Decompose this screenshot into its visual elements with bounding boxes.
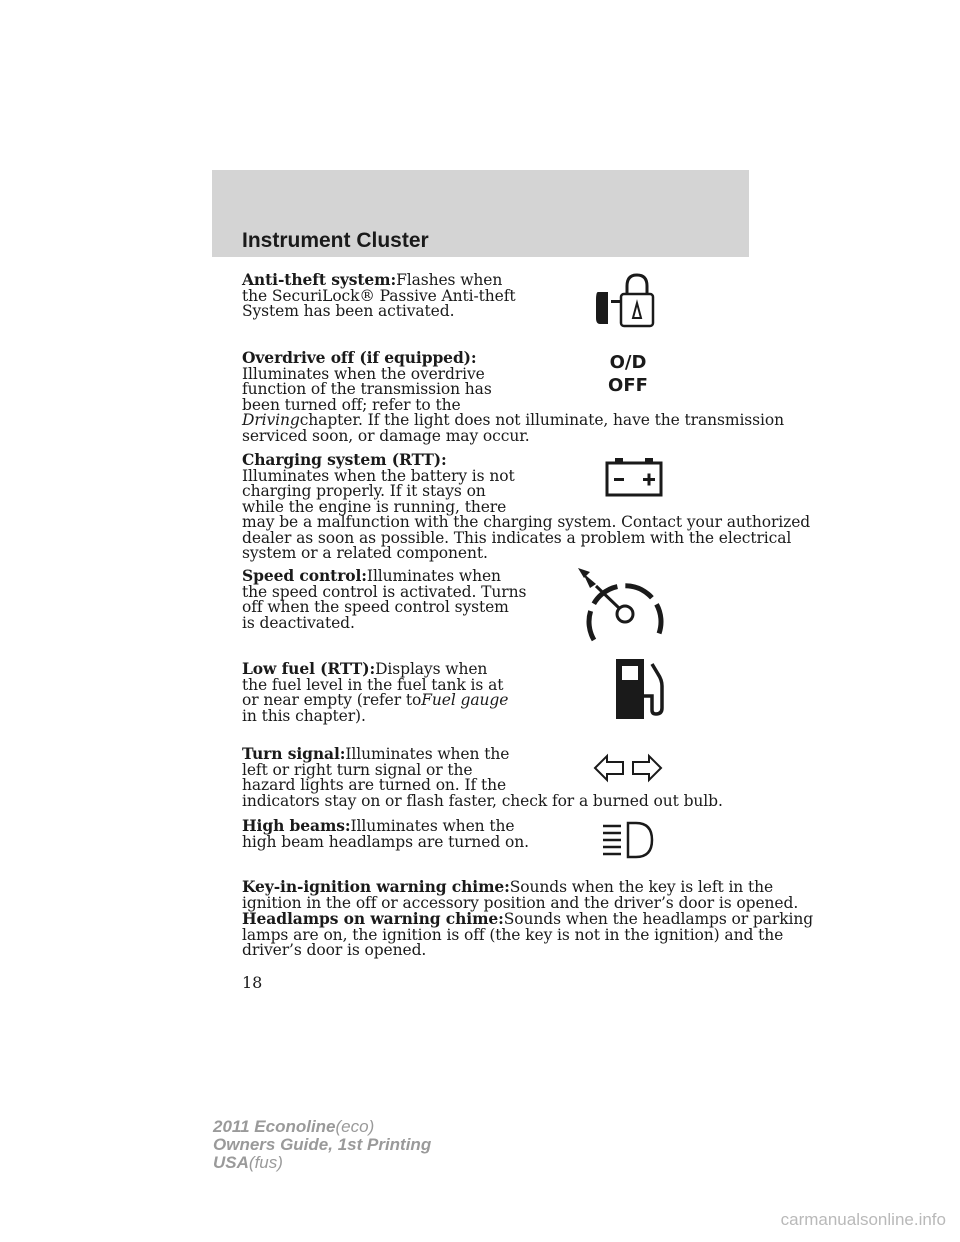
page-number: 18 bbox=[242, 973, 263, 992]
battery-icon bbox=[604, 456, 664, 498]
entry-heading: Key-in-ignition warning chime: bbox=[242, 877, 510, 896]
footer-region: USA bbox=[213, 1153, 249, 1172]
entry-heading: High beams: bbox=[242, 816, 351, 835]
document-footer bbox=[213, 1118, 431, 1172]
turn-signal-entry: Turn signal:Illuminates when the left or right turn signal or the hazard lights are turned on. If the indicators stay on or flash faster, check for a burned out bulb. bbox=[242, 744, 723, 810]
overdrive-off-icon bbox=[598, 350, 658, 396]
entry-heading: Overdrive off (if equipped): bbox=[242, 348, 477, 367]
headlamps-on-chime-entry: Headlamps on warning chime:Sounds when the headlamps or parking lamps are on, the ignition is off (the key is not in the ignition) and the driver’s door is opened. bbox=[242, 909, 814, 959]
off-icon-text: OFF bbox=[608, 375, 648, 396]
entry-heading: Speed control: bbox=[242, 566, 367, 585]
entry-heading: Headlamps on warning chime: bbox=[242, 909, 504, 928]
page-title: Instrument Cluster bbox=[242, 229, 429, 252]
key-in-ignition-chime-entry: Key-in-ignition warning chime:Sounds when the key is left in the ignition in the off or accessory position and the driver’s door is opened. bbox=[242, 877, 799, 912]
footer-model: 2011 Econoline bbox=[213, 1117, 336, 1136]
low-fuel-entry: Low fuel (RTT):Displays when the fuel level in the fuel tank is at or near empty (refer toFuel gauge in this chapter). bbox=[242, 659, 509, 725]
footer-guide: Owners Guide, 1st Printing bbox=[213, 1135, 432, 1154]
fuel-pump-icon bbox=[612, 656, 670, 720]
high-beam-headlamp-icon bbox=[600, 820, 656, 860]
turn-signal-arrows-icon bbox=[593, 752, 663, 784]
entry-heading: Charging system (RTT): bbox=[242, 450, 447, 469]
entry-heading: Low fuel (RTT): bbox=[242, 659, 376, 678]
speed-control-entry: Speed control:Illuminates when the speed control is activated. Turns off when the speed control system is deactivated. bbox=[242, 566, 527, 632]
footer-model-code: (eco) bbox=[335, 1117, 375, 1136]
od-icon-text: O/D bbox=[609, 352, 647, 373]
charging-system-entry: Charging system (RTT): Illuminates when the battery is not charging properly. If it stays on while the engine is running, there may be a malfunction with the charging system. Contact your authorized dealer as soon as possible. This indicates a problem with the electrical system or a related component. bbox=[242, 450, 811, 562]
entry-heading: Turn signal: bbox=[242, 744, 346, 763]
chapter-header bbox=[212, 170, 749, 257]
watermark: carmanualsonline.info bbox=[780, 1210, 946, 1229]
high-beams-entry: High beams:Illuminates when the high beam headlamps are turned on. bbox=[242, 816, 529, 851]
entry-heading: Anti-theft system: bbox=[242, 270, 397, 289]
anti-theft-lock-icon bbox=[590, 272, 660, 330]
anti-theft-entry: Anti-theft system:Flashes when the SecuriLock® Passive Anti-theft System has been activated. bbox=[242, 270, 516, 320]
overdrive-off-entry: Overdrive off (if equipped): Illuminates when the overdrive function of the transmission has been turned off; refer to the Drivingchapter. If the light does not illuminate, have the transmission serviced soon, or damage may occur. bbox=[242, 348, 784, 445]
footer-region-code: (fus) bbox=[248, 1153, 283, 1172]
speed-control-icon bbox=[574, 564, 666, 644]
